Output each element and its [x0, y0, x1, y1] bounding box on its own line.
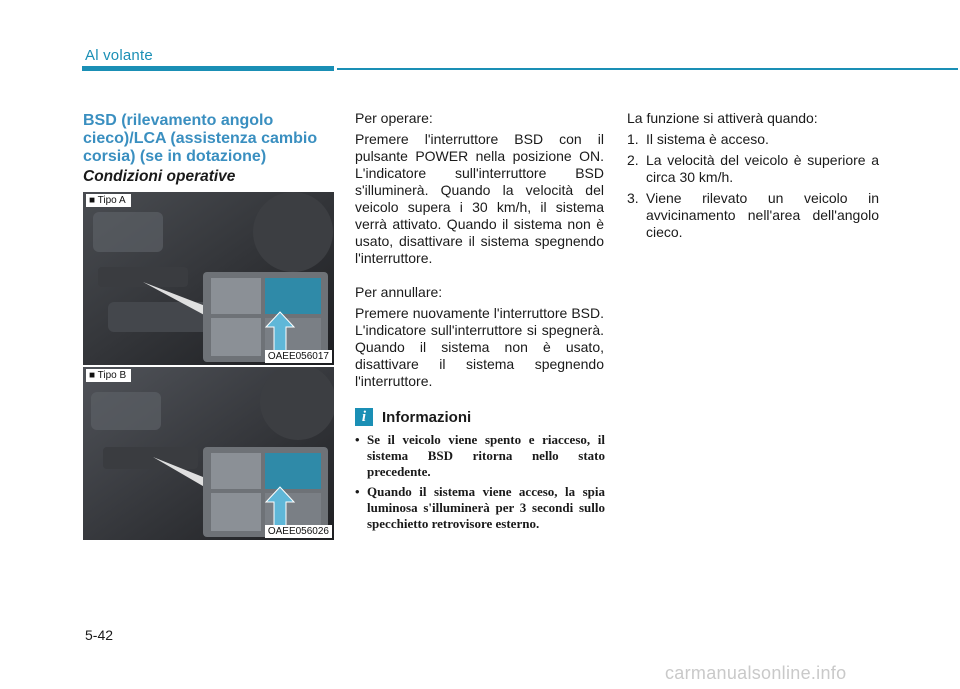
list-number: 1.	[627, 131, 639, 147]
list-item	[627, 190, 879, 241]
running-header: Al volante	[85, 47, 153, 64]
info-title: Informazioni	[382, 408, 472, 426]
figure-label: ■ Tipo B	[86, 369, 131, 382]
list-item	[627, 131, 879, 148]
figure-tipo-b	[83, 367, 334, 540]
activation-heading: La funzione si attiverà quando:	[627, 110, 818, 126]
list-text: Viene rilevato un veicolo in avvicinamento nell'area dell'angolo cieco.	[646, 190, 879, 240]
dashboard-photo-b	[83, 367, 334, 540]
figure-label: ■ Tipo A	[86, 194, 131, 207]
info-header	[355, 408, 471, 426]
info-item: • Se il veicolo viene spento e riacceso, il sistema BSD ritorna nello stato precedente.	[355, 432, 605, 480]
operation-column	[355, 110, 604, 390]
cancel-body: Premere nuovamente l'interruttore BSD. L'indicatore sull'interruttore si spegnerà. Quando il sistema non è usato, disattivare il sistema spegnendo l'interruttore.	[355, 305, 604, 389]
figure-tipo-a	[83, 192, 334, 365]
list-number: 3.	[627, 190, 639, 206]
list-item	[627, 152, 879, 186]
activation-column	[627, 110, 879, 245]
figure-code: OAEE056026	[265, 525, 332, 538]
info-list	[355, 432, 605, 536]
operate-body: Premere l'interruttore BSD con il pulsante POWER nella posizione ON. L'indicatore sull'interruttore BSD s'illuminerà. Quando la velocità del veicolo supera i 30 km/h, il sistema verrà attivato. Quando il sistema non è usato, disattivare il sistema spegnendo l'interruttore.	[355, 131, 604, 266]
info-item: • Quando il sistema viene acceso, la spia luminosa s'illuminerà per 3 secondi sullo specchietto retrovisore esterno.	[355, 484, 605, 532]
operate-heading: Per operare:	[355, 110, 433, 126]
info-icon: i	[355, 408, 373, 426]
page-number: 5-42	[85, 627, 114, 643]
activation-list	[627, 131, 879, 241]
list-text: La velocità del veicolo è superiore a circa 30 km/h.	[646, 152, 879, 185]
list-number: 2.	[627, 152, 639, 168]
section-title: BSD (rilevamento angolo cieco)/LCA (assistenza cambio corsia) (se in dotazione)	[83, 112, 318, 165]
watermark: carmanualsonline.info	[665, 663, 847, 683]
figure-code: OAEE056017	[265, 350, 332, 363]
header-rule-thick	[82, 66, 334, 71]
list-text: Il sistema è acceso.	[646, 131, 769, 147]
cancel-heading: Per annullare:	[355, 284, 443, 300]
dashboard-photo-a	[83, 192, 334, 365]
section-subtitle: Condizioni operative	[83, 168, 236, 185]
header-rule-thin	[337, 68, 958, 70]
